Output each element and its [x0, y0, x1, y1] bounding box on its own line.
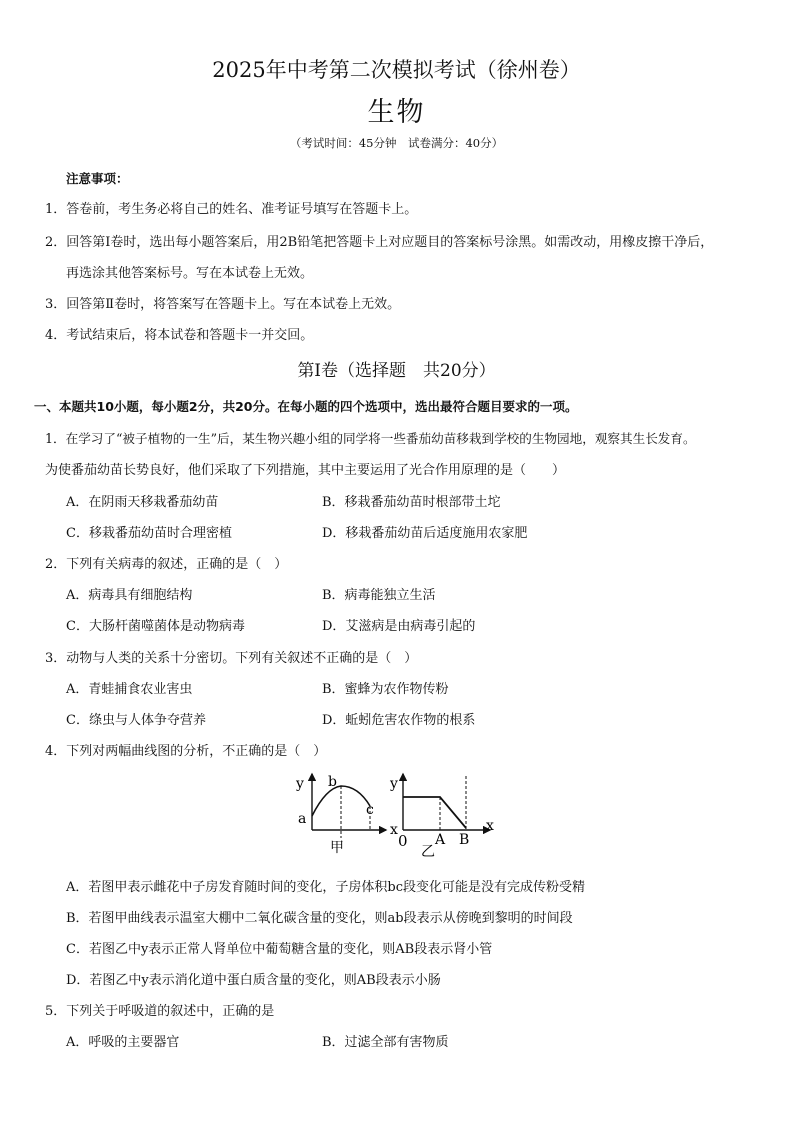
- question-3-option-d: D．蚯蚓危害农作物的根系: [322, 713, 476, 728]
- question-3-stem: 3．动物与人类的关系十分密切。下列有关叙述不正确的是（ ）: [45, 651, 418, 666]
- question-2-stem: 2．下列有关病毒的叙述，正确的是（ ）: [45, 557, 288, 572]
- exam-title: 2025年中考第二次模拟考试（徐州卷）: [212, 58, 581, 82]
- graph-yi-y-label: y: [390, 776, 398, 792]
- graph-yi-point-a: A: [435, 832, 446, 848]
- question-4-option-d: D．若图乙中y表示消化道中蛋白质含量的变化，则AB段表示小肠: [66, 973, 441, 988]
- question-2-option-a: A．病毒具有细胞结构: [66, 588, 193, 603]
- question-4-option-c: C．若图乙中y表示正常人肾单位中葡萄糖含量的变化，则AB段表示肾小管: [66, 942, 493, 957]
- question-3-option-b: B．蜜蜂为农作物传粉: [322, 682, 449, 697]
- question-2-option-b: B．病毒能独立生活: [322, 588, 436, 603]
- note-item: 2．回答第Ⅰ卷时，选出每小题答案后，用2B铅笔把答题卡上对应题目的答案标号涂黑。如需改动，用橡皮擦干净后，: [45, 235, 714, 250]
- graph-yi-caption: 乙: [421, 844, 435, 860]
- graph-yi: [389, 774, 494, 860]
- graph-jia-caption: 甲: [330, 840, 344, 856]
- graph-jia-y-label: y: [296, 776, 304, 792]
- graph-jia-point-b: b: [328, 774, 337, 790]
- note-item: 3．回答第Ⅱ卷时，将答案写在答题卡上。写在本试卷上无效。: [45, 297, 401, 312]
- question-5-option-a: A．呼吸的主要器官: [66, 1035, 180, 1050]
- question-3-option-c: C．绦虫与人体争夺营养: [66, 713, 206, 728]
- graph-jia-x-label: x: [390, 822, 398, 838]
- subject-title: 生物: [367, 97, 426, 128]
- question-4-option-b: B．若图甲曲线表示温室大棚中二氧化碳含量的变化，则ab段表示从傍晚到黎明的时间段: [66, 911, 573, 926]
- graph-jia: [295, 774, 398, 856]
- graph-yi-x-label: x: [486, 818, 494, 834]
- graph-jia-point-c: c: [366, 802, 374, 818]
- note-item: 4．考试结束后，将本试卷和答题卡一并交回。: [45, 328, 314, 343]
- note-item: 再选涂其他答案标号。写在本试卷上无效。: [66, 266, 314, 281]
- question-1-option-a: A．在阴雨天移栽番茄幼苗: [66, 495, 219, 510]
- part-heading: 一、本题共10小题，每小题2分，共20分。在每小题的四个选项中，选出最符合题目要求的一项。: [34, 399, 578, 414]
- graph-yi-curve: [403, 797, 466, 828]
- question-3-option-a: A．青蛙捕食农业害虫: [66, 682, 193, 697]
- section-heading: 第Ⅰ卷（选择题 共20分）: [297, 361, 496, 381]
- question-2-option-d: D．艾滋病是由病毒引起的: [322, 619, 476, 634]
- question-4-figure: [290, 768, 505, 860]
- question-1-line-2: 为使番茄幼苗长势良好，他们采取了下列措施，其中主要运用了光合作用原理的是（ ）: [45, 463, 566, 478]
- notes-heading: 注意事项：: [66, 171, 129, 186]
- graph-yi-origin: 0: [398, 832, 408, 850]
- question-1-option-c: C．移栽番茄幼苗时合理密植: [66, 526, 232, 541]
- exam-info: （考试时间：45分钟 试卷满分：40分）: [289, 136, 504, 150]
- question-5-option-b: B．过滤全部有害物质: [322, 1035, 449, 1050]
- graph-yi-point-b: B: [459, 832, 470, 848]
- question-4-option-a: A．若图甲表示雌花中子房发育随时间的变化，子房体积bc段变化可能是没有完成传粉受精: [66, 880, 585, 895]
- question-2-option-c: C．大肠杆菌噬菌体是动物病毒: [66, 619, 245, 634]
- note-item: 1．答卷前，考生务必将自己的姓名、准考证号填写在答题卡上。: [45, 202, 418, 217]
- question-1-option-b: B．移栽番茄幼苗时根部带土坨: [322, 495, 501, 510]
- graph-jia-point-a: a: [298, 811, 307, 827]
- question-5-stem: 5．下列关于呼吸道的叙述中，正确的是: [45, 1004, 275, 1019]
- question-1-line-1: 1．在学习了“被子植物的一生”后，某生物兴趣小组的同学将一些番茄幼苗移栽到学校的生物园地，观察其生长发育。: [45, 431, 696, 446]
- question-1-option-d: D．移栽番茄幼苗后适度施用农家肥: [322, 526, 528, 541]
- question-4-stem: 4．下列对两幅曲线图的分析，不正确的是（ ）: [45, 744, 327, 759]
